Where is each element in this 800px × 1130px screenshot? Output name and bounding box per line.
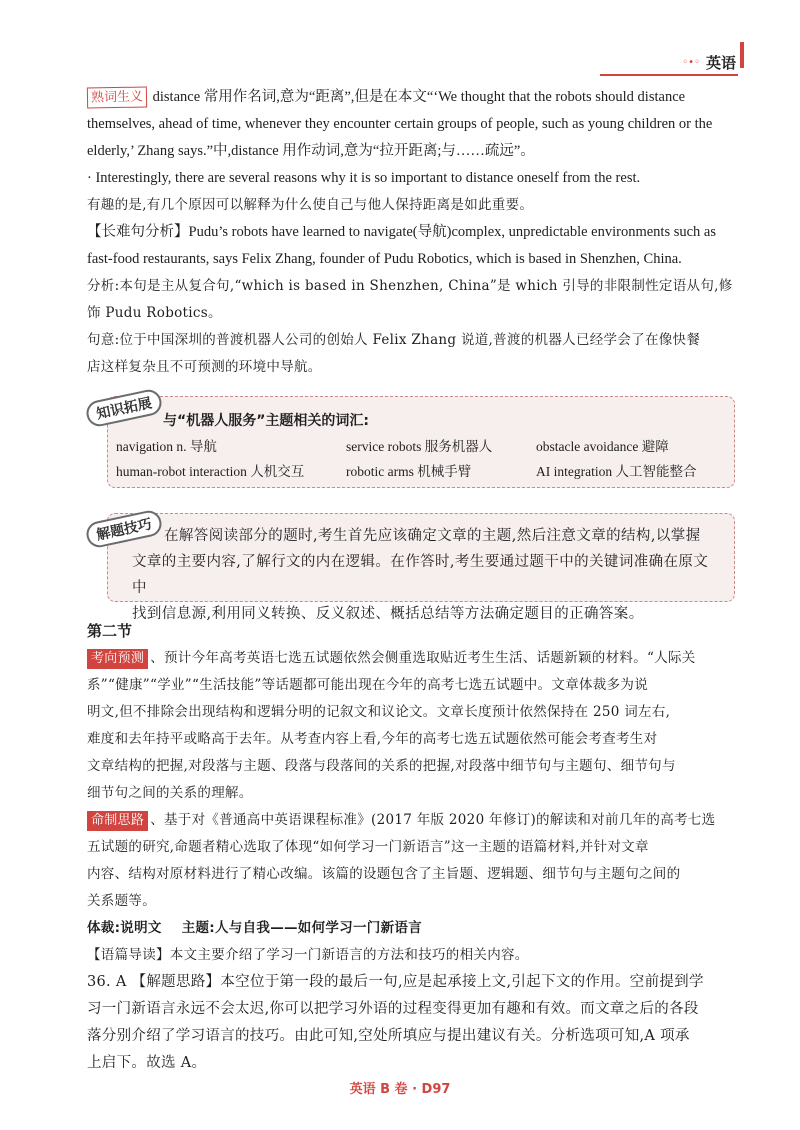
meaning-line: 店这样复杂且不可预测的环境中导航。 <box>87 359 322 375</box>
idea-tag: 命制思路 <box>87 811 148 831</box>
knowledge-extension-box <box>95 395 735 488</box>
answer-36: 36. A 【解题思路】本空位于第一段的最后一句,应是起承接上文,引起下文的作用。空前提到学 <box>87 974 704 990</box>
tips-line: 找到信息源,利用同义转换、反义叙述、概括总结等方法确定题目的正确答案。 <box>132 606 644 622</box>
knowledge-title: 与“机器人服务”主题相关的词汇: <box>163 413 370 429</box>
tips-text <box>132 523 720 627</box>
meaning-line: 句意:位于中国深圳的普渡机器人公司的创始人 Felix Zhang 说道,普渡的机器人已经学会了在像快餐 <box>87 332 701 348</box>
text-line: 、预计今年高考英语七选五试题依然会侧重选取贴近考生生活、话题新颖的材料。“人际关 <box>150 650 696 666</box>
vocab-item: obstacle avoidance 避障 <box>536 439 669 454</box>
example-translation: 有趣的是,有几个原因可以解释为什么使自己与他人保持距离是如此重要。 <box>87 197 534 213</box>
header-subject-tab <box>682 52 736 73</box>
text-line: elderly,’ Zhang says.”中,distance 用作动词,意为“拉开距离;与……疏远”。 <box>87 143 535 159</box>
tips-line: 文章的主要内容,了解行文的内在逻辑。在作答时,考生要通过题干中的关键词准确在原文中 <box>132 554 709 596</box>
analysis-line: 饰 Pudu Robotics。 <box>87 305 222 321</box>
forecast-para <box>87 645 738 672</box>
subject-title: 英语 <box>705 54 736 72</box>
familiar-word-tag: 熟词生义 <box>87 86 147 108</box>
text-line: 关系题等。 <box>87 893 156 909</box>
text-line: 文章结构的把握,对段落与主题、段落与段落间的关系的把握,对段落中细节句与主题句、细节句与 <box>87 758 676 774</box>
text-line: 落分别介绍了学习语言的技巧。由此可知,空处所填应与提出建议有关。分析选项可知,A 项承 <box>87 1028 690 1044</box>
dots-decoration-icon: ◦•◦ <box>682 57 700 68</box>
theme-label: 主题:人与自我——如何学习一门新语言 <box>181 920 423 936</box>
vocab-item: AI integration 人工智能整合 <box>536 464 697 479</box>
genre-label: 体裁:说明文 <box>87 920 162 936</box>
explanation-block <box>87 84 738 381</box>
vocab-item: navigation n. 导航 <box>116 439 217 454</box>
vocab-item: service robots 服务机器人 <box>346 439 493 454</box>
example-sentence: · Interestingly, there are several reasons why it is so important to distance oneself from the rest. <box>87 170 641 186</box>
text-line: 难度和去年持平或略高于去年。从考查内容上看,今年的高考七选五试题依然可能会考查考生对 <box>87 731 658 747</box>
text-line: 明文,但不排除会出现结构和逻辑分明的记叙文和议论文。文章长度预计依然保持在 250 词左右, <box>87 704 671 720</box>
solving-tips-label: 解题技巧 <box>84 508 164 549</box>
reading-guide: 【语篇导读】本文主要介绍了学习一门新语言的方法和技巧的相关内容。 <box>87 947 529 963</box>
text-line: 细节句之间的关系的理解。 <box>87 785 253 801</box>
knowledge-extension-label: 知识拓展 <box>84 387 164 428</box>
text-line: themselves, ahead of time, whenever they encounter certain groups of people, such as young children or the <box>87 116 713 132</box>
vocab-item: human-robot interaction 人机交互 <box>116 464 305 479</box>
header-rule <box>600 74 738 76</box>
long-sentence-analysis: 【长难句分析】Pudu’s robots have learned to navigate(导航)complex, unpredictable environments such as <box>87 224 716 240</box>
text-line: distance 常用作名词,意为“距离”,但是在本文“‘We thought that the robots should distance <box>152 89 686 105</box>
analysis-line: 分析:本句是主从复合句,“which is based in Shenzhen, China”是 which 引导的非限制性定语从句,修 <box>87 278 733 294</box>
text-line: 习一门新语言永远不会太迟,你可以把学习外语的过程变得更加有趣和有效。而文章之后的各段 <box>87 1001 699 1017</box>
forecast-tag: 考向预测 <box>87 649 148 669</box>
familiar-word-para <box>87 84 738 111</box>
text-line: 内容、结构对原材料进行了精心改编。该篇的设题包含了主旨题、逻辑题、细节句与主题句之间的 <box>87 866 681 882</box>
tips-line: 在解答阅读部分的题时,考生首先应该确定文章的主题,然后注意文章的结构,以掌握 <box>164 528 701 544</box>
vocab-item: robotic arms 机械手臂 <box>346 464 472 479</box>
idea-para <box>87 807 738 834</box>
solving-tips-box <box>95 513 735 622</box>
text-line: 系”“健康”“学业”“生活技能”等话题都可能出现在今年的高考七选五试题中。文章体裁多为说 <box>87 677 649 693</box>
header-accent-bar <box>740 42 744 68</box>
section-two <box>87 618 738 1077</box>
text-line: 上启下。故选 A。 <box>87 1055 207 1071</box>
text-line: 、基于对《普通高中英语课程标准》(2017 年版 2020 年修订)的解读和对前几年的高考七选 <box>150 812 716 828</box>
section-heading: 第二节 <box>87 622 133 640</box>
text-line: fast-food restaurants, says Felix Zhang, founder of Pudu Robotics, which is based in Shenzhen, China. <box>87 251 682 267</box>
page-footer: 英语 B 卷 · D97 <box>349 1082 451 1097</box>
genre-theme-line <box>87 915 738 942</box>
text-line: 五试题的研究,命题者精心选取了体现“如何学习一门新语言”这一主题的语篇材料,并针对文章 <box>87 839 649 855</box>
